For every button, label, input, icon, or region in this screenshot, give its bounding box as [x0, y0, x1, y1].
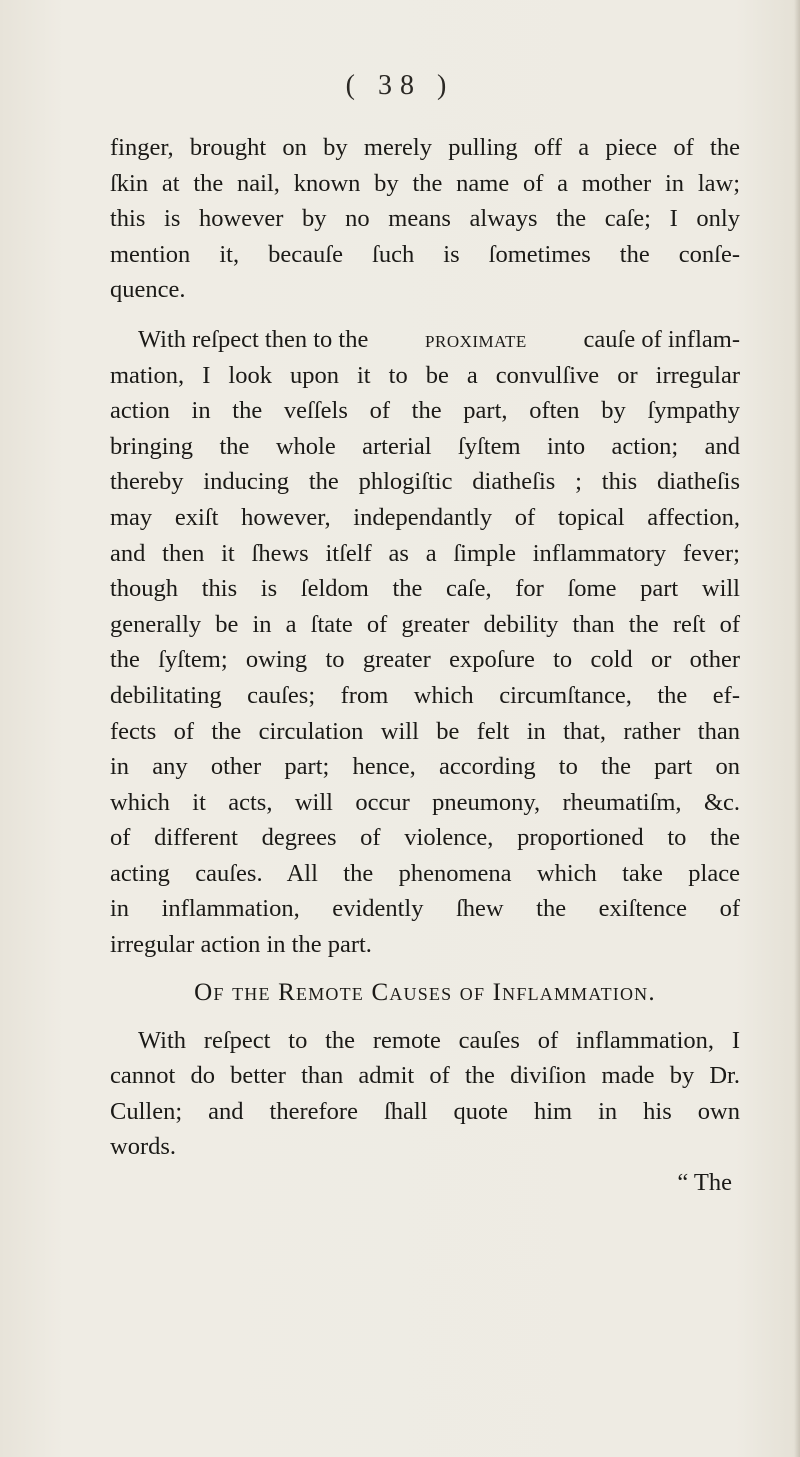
- text-line-first: [110, 322, 740, 358]
- small-caps-term: proximate: [425, 325, 527, 353]
- text-line: action in the veſſels of the part, often by ſympathy: [110, 397, 740, 425]
- text-line: fects of the circulation will be felt in that, rather than: [110, 717, 740, 745]
- text-line: mention it, becauſe ſuch is ſometimes the conſe-: [110, 240, 740, 268]
- text-line: the ſyſtem; owing to greater expoſure to cold or other: [110, 646, 740, 674]
- text-line: in inflammation, evidently ſhew the exiſtence of: [110, 895, 740, 923]
- text-line: irregular action in the part.: [110, 931, 372, 959]
- text-line: generally be in a ſtate of greater debility than the reſt of: [110, 610, 740, 638]
- text-line: thereby inducing the phlogiſtic diatheſis ; this diatheſis: [110, 468, 740, 496]
- text-line: mation, I look upon it to be a convulſive or irregular: [110, 361, 740, 389]
- text-line: With reſpect to the remote cauſes of inflammation, I: [138, 1026, 740, 1054]
- text-line: and then it ſhews itſelf as a ſimple inflammatory fever;: [110, 539, 740, 567]
- page-number: ( 38 ): [345, 70, 455, 101]
- text-line: Cullen; and therefore ſhall quote him in his own: [110, 1097, 740, 1125]
- text-line: finger, brought on by merely pulling off a piece of the: [110, 134, 740, 161]
- text-line: cannot do better than admit of the diviſion made by Dr.: [110, 1062, 740, 1090]
- text-line: this is however by no means always the caſe; I only: [110, 205, 740, 233]
- text-line: in any other part; hence, according to the part on: [110, 753, 740, 781]
- text-fragment: With reſpect then to the: [138, 325, 369, 353]
- text-line: bringing the whole arterial ſyſtem into action; and: [110, 432, 740, 460]
- text-line: though this is ſeldom the caſe, for ſome part will: [110, 575, 740, 603]
- page-edge-shadow: [794, 0, 800, 1457]
- text-line: words.: [110, 1133, 177, 1161]
- paragraph-2: [110, 322, 740, 963]
- section-heading: Of the Remote Causes of Inflammation.: [194, 978, 656, 1006]
- text-line: debilitating cauſes; from which circumſtance, the ef-: [110, 681, 740, 709]
- text-line: may exiſt however, independantly of topical affection,: [110, 503, 740, 531]
- paragraph-1: [110, 130, 740, 308]
- text-line: acting cauſes. All the phenomena which take place: [110, 859, 740, 887]
- catchword: “ The: [677, 1169, 732, 1197]
- text-fragment: cauſe of inflam-: [583, 325, 740, 353]
- text-line: which it acts, will occur pneumony, rheumatiſm, &c.: [110, 788, 740, 816]
- text-line: of different degrees of violence, proportioned to the: [110, 824, 740, 852]
- text-line: quence.: [110, 276, 186, 304]
- paragraph-3: [110, 1023, 740, 1201]
- body-text: [110, 130, 740, 1201]
- text-line: ſkin at the nail, known by the name of a mother in law;: [110, 169, 740, 197]
